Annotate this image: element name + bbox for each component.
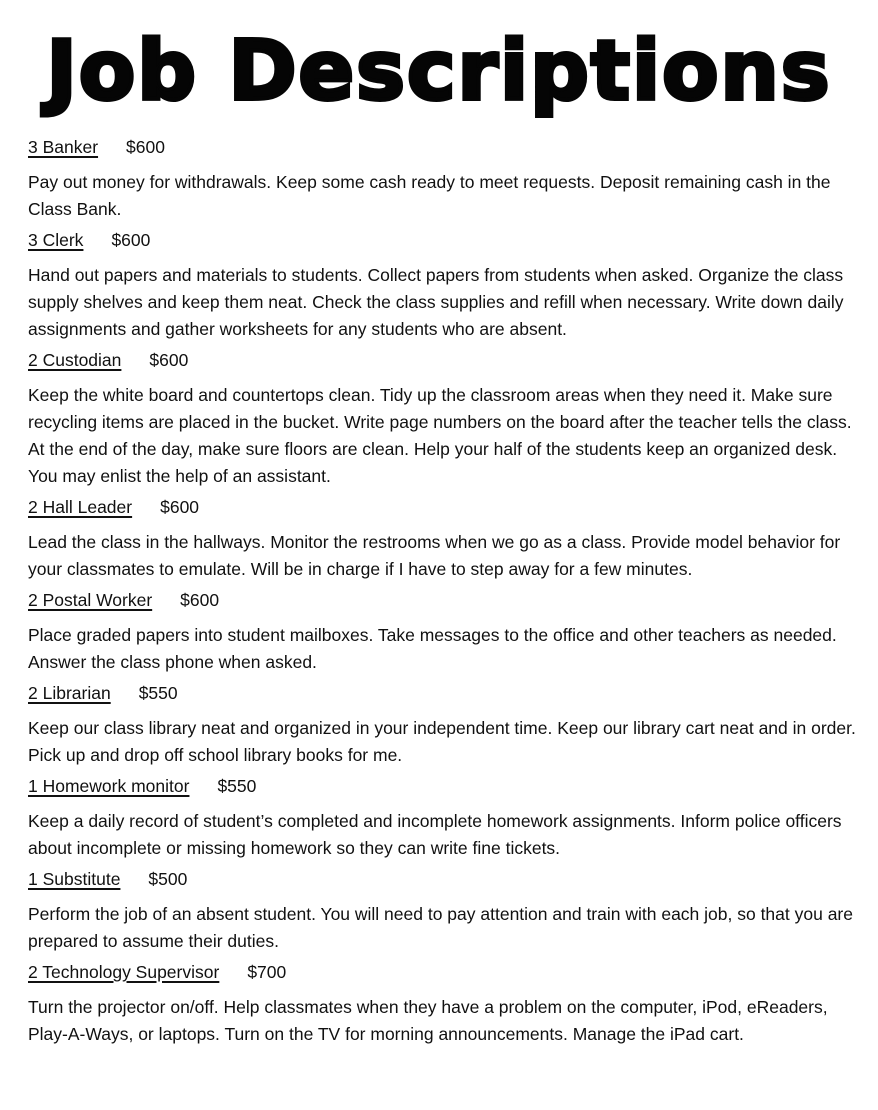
job-name: 2 Technology Supervisor (28, 962, 220, 982)
job-description: Hand out papers and materials to students. Collect papers from students when asked. Organize the class supply shelves and keep them neat. Check the class supplies and refill when necessary. Write down daily assignments and gather worksheets for any students who are absent. (28, 265, 844, 339)
job-item-librarian (28, 680, 864, 769)
job-pay: $700 (247, 962, 287, 982)
job-heading (28, 680, 864, 707)
job-name: 3 Banker (28, 137, 99, 157)
job-pay: $600 (160, 497, 200, 517)
job-heading (28, 866, 864, 893)
job-name: 2 Custodian (28, 350, 122, 370)
job-name: 2 Postal Worker (28, 590, 153, 610)
job-heading (28, 347, 864, 374)
job-item-postal-worker (28, 587, 864, 676)
job-pay: $550 (138, 683, 178, 703)
job-item-banker (28, 134, 864, 223)
job-description: Keep a daily record of student’s completed and incomplete homework assignments. Inform police officers about incomplete or missing homework so they can write fine tickets. (28, 811, 842, 858)
job-heading (28, 773, 864, 800)
job-description: Pay out money for withdrawals. Keep some cash ready to meet requests. Deposit remaining cash in the Class Bank. (28, 172, 831, 219)
job-name: 2 Librarian (28, 683, 111, 703)
job-item-clerk (28, 227, 864, 343)
job-description: Lead the class in the hallways. Monitor the restrooms when we go as a class. Provide model behavior for your classmates to emulate. Will be in charge if I have to step away for a few minutes. (28, 532, 841, 579)
job-heading (28, 134, 864, 161)
page-title: Job Descriptions (46, 24, 832, 119)
job-heading (28, 494, 864, 521)
job-pay: $550 (217, 776, 257, 796)
job-item-homework-monitor (28, 773, 864, 862)
job-description: Turn the projector on/off. Help classmates when they have a problem on the computer, iPod, eReaders, Play-A-Ways, or laptops. Turn on the TV for morning announcements. Manage the iPad cart. (28, 997, 828, 1044)
job-pay: $500 (148, 869, 188, 889)
job-description: Perform the job of an absent student. You will need to pay attention and train with each job, so that you are prepared to assume their duties. (28, 904, 853, 951)
job-heading (28, 587, 864, 614)
job-pay: $600 (126, 137, 165, 157)
job-name: 3 Clerk (28, 230, 84, 250)
job-name: 2 Hall Leader (28, 497, 133, 517)
job-item-hall-leader (28, 494, 864, 583)
job-description: Keep our class library neat and organized in your independent time. Keep our library cart neat and in order. Pick up and drop off school library books for me. (28, 718, 856, 765)
job-heading (28, 227, 864, 254)
job-heading (28, 959, 864, 986)
job-name: 1 Substitute (28, 869, 121, 889)
job-name: 1 Homework monitor (28, 776, 190, 796)
job-pay: $600 (180, 590, 220, 610)
job-item-custodian (28, 347, 864, 490)
job-item-substitute (28, 866, 864, 955)
job-pay: $600 (149, 350, 189, 370)
job-description: Place graded papers into student mailboxes. Take messages to the office and other teachers as needed. Answer the class phone when asked. (28, 625, 837, 672)
job-item-technology-supervisor (28, 959, 864, 1048)
job-list (28, 134, 864, 1052)
job-pay: $600 (111, 230, 151, 250)
job-description: Keep the white board and countertops clean. Tidy up the classroom areas when they need it. Make sure recycling items are placed in the bucket. Write page numbers on the board after the teacher tells the class. At the end of the day, make sure floors are clean. Help your half of the students keep an organized desk. You may enlist the help of an assistant. (28, 385, 852, 486)
